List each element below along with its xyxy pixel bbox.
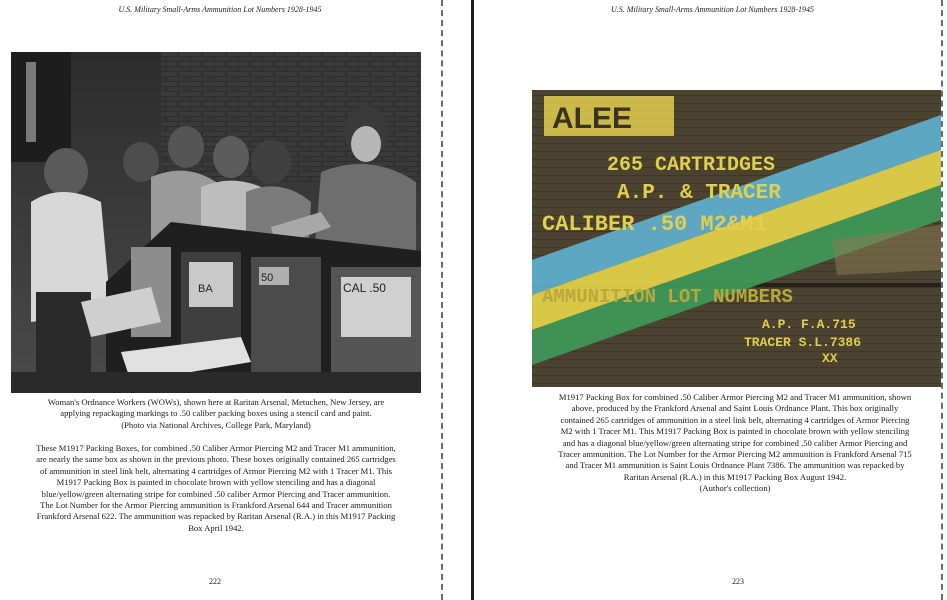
caption-line: M2 with 1 Tracer M1. This M1917 Packing Box is painted in chocolate brown with yellow stenciling	[560, 426, 910, 437]
stencil-lot-tracer: TRACER S.L.7386	[744, 335, 862, 350]
caption-line: and Tracer M1 ammunition is Saint Louis Ordnance Plant 7386. The ammunition was repacked by	[565, 460, 905, 471]
page-number-left: 222	[209, 577, 221, 586]
photo-credit: (Photo via National Archives, College Park, Maryland)	[121, 419, 311, 430]
caption-line: Woman's Ordnance Workers (WOWs), shown here at Raritan Arsenal, Metuchen, New Jersey, are	[47, 397, 385, 407]
right-photo-caption	[524, 392, 946, 495]
packing-box-photo	[532, 90, 941, 387]
stencil-line-caliber: CALIBER .50 M2&M1	[542, 212, 767, 237]
body-line: are nearly the same box as shown in the previous photo. These boxes originally contained 265 cartridges	[36, 454, 396, 465]
stencil-line-lot-numbers: AMMUNITION LOT NUMBERS	[542, 286, 793, 308]
caption-line: M1917 Packing Box for combined .50 Caliber Armor Piercing M2 and Tracer M1 ammunition, shown	[558, 392, 912, 402]
body-line: The Lot Number for the Armor Piercing ammunition is Frankford Arsenal 644 and Tracer ammunition	[40, 500, 392, 511]
photo-credit: (Author's collection)	[699, 483, 771, 494]
left-body-text	[6, 443, 426, 534]
photo-box-label-2: 50	[261, 272, 274, 284]
page-edge-right	[941, 0, 943, 600]
wows-photo-image	[11, 52, 421, 393]
running-head-left: U.S. Military Small-Arms Ammunition Lot Numbers 1928-1945	[118, 5, 322, 14]
caption-line: Raritan Arsenal (R.A.) in this M1917 Packing Box August 1942.	[623, 471, 847, 482]
page-number-right: 223	[732, 577, 744, 586]
photo-box-label-3: CAL .50	[343, 281, 386, 295]
caption-line: contained 265 cartridges of ammunition in a steel link belt, alternating 4 cartridges of Armor Piercing	[560, 414, 910, 425]
stencil-line-ap-tracer: A.P. & TRACER	[617, 182, 781, 205]
left-photo-caption	[10, 397, 422, 431]
caption-line: above, produced by the Frankford Arsenal and Saint Louis Ordnance Plant. This box originally	[571, 403, 899, 414]
body-line: Box April 1942.	[188, 522, 244, 533]
photo-box-label-1: BA	[198, 283, 213, 295]
stencil-top-label: ALEE	[552, 102, 633, 135]
packing-box-image	[532, 90, 941, 387]
body-line: blue/yellow/green alternating stripe for combined .50 caliber Armor Piercing and Tracer ammunition.	[41, 488, 391, 499]
body-line: Frankford Arsenal 622. The ammunition was repacked by Raritan Arsenal (R.A.) in this M1917 Packing	[36, 511, 396, 522]
wows-photo	[11, 52, 421, 393]
running-head-right: U.S. Military Small-Arms Ammunition Lot Numbers 1928-1945	[611, 5, 814, 14]
left-page	[0, 0, 440, 600]
stencil-mark: XX	[822, 351, 838, 366]
page-edge-left	[441, 0, 443, 600]
body-line: These M1917 Packing Boxes, for combined .50 Caliber Armor Piercing M2 and Tracer M1 ammunition,	[36, 443, 396, 453]
caption-line: and has a diagonal blue/yellow/green alternating stripe for combined .50 caliber Armor Piercing and	[562, 437, 908, 448]
body-line: M1917 Packing Box is painted in chocolate brown with yellow stenciling and has a diagonal	[56, 477, 376, 488]
right-page	[478, 0, 947, 600]
caption-line: Tracer ammunition. The Lot Number for the Armor Piercing M2 ammunition is Frankford Arsenal 715	[558, 449, 912, 460]
caption-line: applying repackaging markings to .50 caliber packing boxes using a stencil card and paint.	[60, 408, 372, 419]
stencil-lot-ap: A.P. F.A.715	[762, 317, 856, 332]
page-gutter	[471, 0, 474, 600]
stencil-line-cartridges: 265 CARTRIDGES	[607, 154, 776, 177]
body-line: of ammunition in steel link belt, alternating 4 cartridges of Armor Piercing M2 with 1 Tracer M1. This	[40, 465, 392, 476]
